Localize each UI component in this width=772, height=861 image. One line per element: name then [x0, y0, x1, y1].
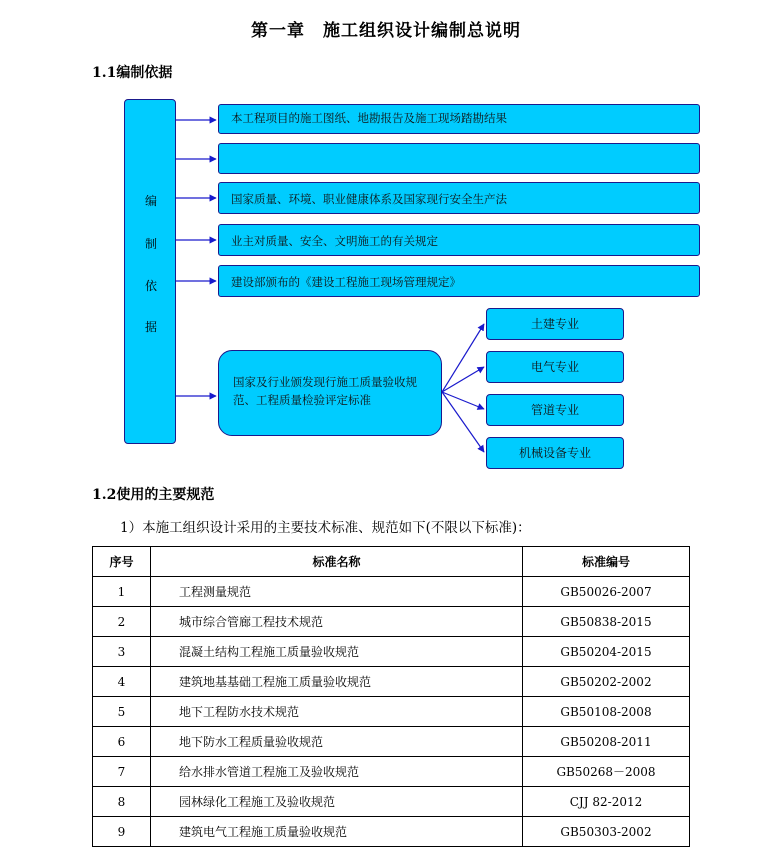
table-row: [93, 787, 690, 817]
page-title: 第一章 施工组织设计编制总说明: [251, 21, 521, 41]
cell-no: 2: [93, 607, 151, 637]
basis-label-char: 制: [144, 237, 157, 251]
cell-name: 园林绿化工程施工及验收规范: [151, 787, 523, 817]
basis-label-char: 依: [144, 279, 157, 293]
cell-code: CJJ 82-2012: [523, 787, 690, 817]
table-row: [93, 577, 690, 607]
cell-name: 建筑地基基础工程施工质量验收规范: [151, 667, 523, 697]
cell-no: 5: [93, 697, 151, 727]
cell-no: 7: [93, 757, 151, 787]
table-row: [93, 637, 690, 667]
cell-code: GB50303-2002: [523, 817, 690, 847]
arrow-sub-1: [442, 324, 484, 392]
cell-code: GB50026-2007: [523, 577, 690, 607]
cell-no: 9: [93, 817, 151, 847]
intro-text: 1）本施工组织设计采用的主要技术标准、规范如下(不限以下标准)：: [120, 520, 531, 536]
discipline-box-civil: 土建专业: [486, 308, 624, 340]
basis-label-char: 据: [144, 320, 157, 334]
arrow-sub-3: [442, 392, 484, 409]
arrow-sub-4: [442, 392, 484, 452]
header-code: 标准编号: [523, 547, 690, 577]
header-no: 序号: [93, 547, 151, 577]
table-row: [93, 607, 690, 637]
cell-name: 给水排水管道工程施工及验收规范: [151, 757, 523, 787]
cell-name: 工程测量规范: [151, 577, 523, 607]
discipline-box-piping: 管道专业: [486, 394, 624, 426]
cell-name: 建筑电气工程施工质量验收规范: [151, 817, 523, 847]
cell-code: GB50208-2011: [523, 727, 690, 757]
cell-code: GB50108-2008: [523, 697, 690, 727]
table-row: [93, 757, 690, 787]
section-heading-1-1: 1.1编制依据: [92, 65, 173, 81]
section-heading-1-2: 1.2使用的主要规范: [92, 487, 215, 503]
cell-no: 4: [93, 667, 151, 697]
table-header-row: [93, 547, 690, 577]
header-name: 标准名称: [151, 547, 523, 577]
discipline-box-electrical: 电气专业: [486, 351, 624, 383]
cell-no: 1: [93, 577, 151, 607]
cell-no: 8: [93, 787, 151, 817]
basis-box-ministry-rules: 建设部颁布的《建设工程施工现场管理规定》: [218, 265, 700, 297]
basis-box-acceptance-standards: 国家及行业颁发现行施工质量验收规范、工程质量检验评定标准: [218, 350, 442, 436]
basis-label-box: [124, 99, 176, 444]
cell-code: GB50204-2015: [523, 637, 690, 667]
cell-code: GB50202-2002: [523, 667, 690, 697]
cell-no: 6: [93, 727, 151, 757]
basis-box-national-systems: 国家质量、环境、职业健康体系及国家现行安全生产法: [218, 182, 700, 214]
basis-label-char: 编: [144, 194, 157, 208]
table-row: [93, 727, 690, 757]
arrow-sub-2: [442, 367, 484, 392]
basis-box-drawings: 本工程项目的施工图纸、地勘报告及施工现场踏勘结果: [218, 104, 700, 134]
basis-box-owner-rules: 业主对质量、安全、文明施工的有关规定: [218, 224, 700, 256]
table-row: [93, 817, 690, 847]
discipline-box-mechanical: 机械设备专业: [486, 437, 624, 469]
standards-table: [92, 546, 690, 847]
cell-code: GB50268－2008: [523, 757, 690, 787]
table-row: [93, 697, 690, 727]
cell-name: 混凝土结构工程施工质量验收规范: [151, 637, 523, 667]
basis-box-obscured: [218, 143, 700, 174]
cell-name: 地下工程防水技术规范: [151, 697, 523, 727]
cell-code: GB50838-2015: [523, 607, 690, 637]
cell-no: 3: [93, 637, 151, 667]
cell-name: 地下防水工程质量验收规范: [151, 727, 523, 757]
table-row: [93, 667, 690, 697]
cell-name: 城市综合管廊工程技术规范: [151, 607, 523, 637]
